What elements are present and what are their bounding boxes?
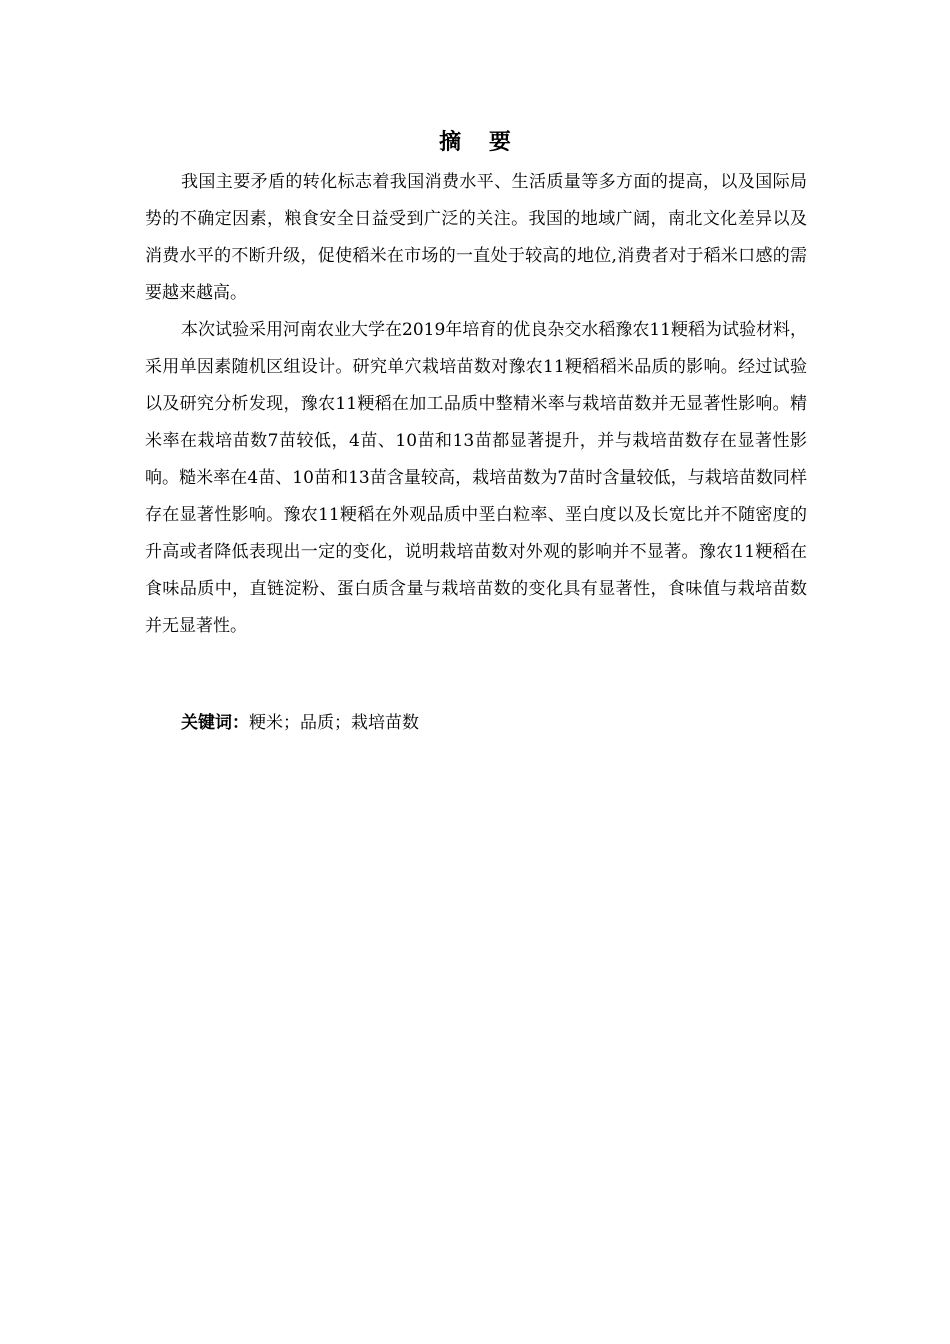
abstract-paragraph-1: 我国主要矛盾的转化标志着我国消费水平、生活质量等多方面的提高，以及国际局势的不确定因素，粮食安全日益受到广泛的关注。我国的地域广阔，南北文化差异以及消费水平的不断升级，促使稻米在市场的一直处于较高的地位,消费者对于稻米口感的需要越来越高。 (145, 172, 807, 303)
keywords-line (181, 708, 419, 738)
abstract-paragraph-2: 本次试验采用河南农业大学在2019年培育的优良杂交水稻豫农11粳稻为试验材料，采用单因素随机区组设计。研究单穴栽培苗数对豫农11粳稻稻米品质的影响。经过试验以及研究分析发现，豫农11粳稻在加工品质中整精米率与栽培苗数并无显著性影响。精米率在栽培苗数7苗较低，4苗、10苗和13苗都显著提升，并与栽培苗数存在显著性影响。糙米率在4苗、10苗和13苗含量较高，栽培苗数为7苗时含量较低，与栽培苗数同样存在显著性影响。豫农11粳稻在外观品质中垩白粒率、垩白度以及长宽比并不随密度的升高或者降低表现出一定的变化，说明栽培苗数对外观的影响并不显著。豫农11粳稻在食味品质中，直链淀粉、蛋白质含量与栽培苗数的变化具有显著性，食味值与栽培苗数并无显著性。 (145, 320, 807, 636)
keywords-value: 粳米；品质；栽培苗数 (249, 713, 419, 733)
abstract-title: 摘 要 (439, 129, 521, 155)
keywords-label: 关键词： (181, 713, 249, 733)
abstract-body (145, 164, 807, 645)
